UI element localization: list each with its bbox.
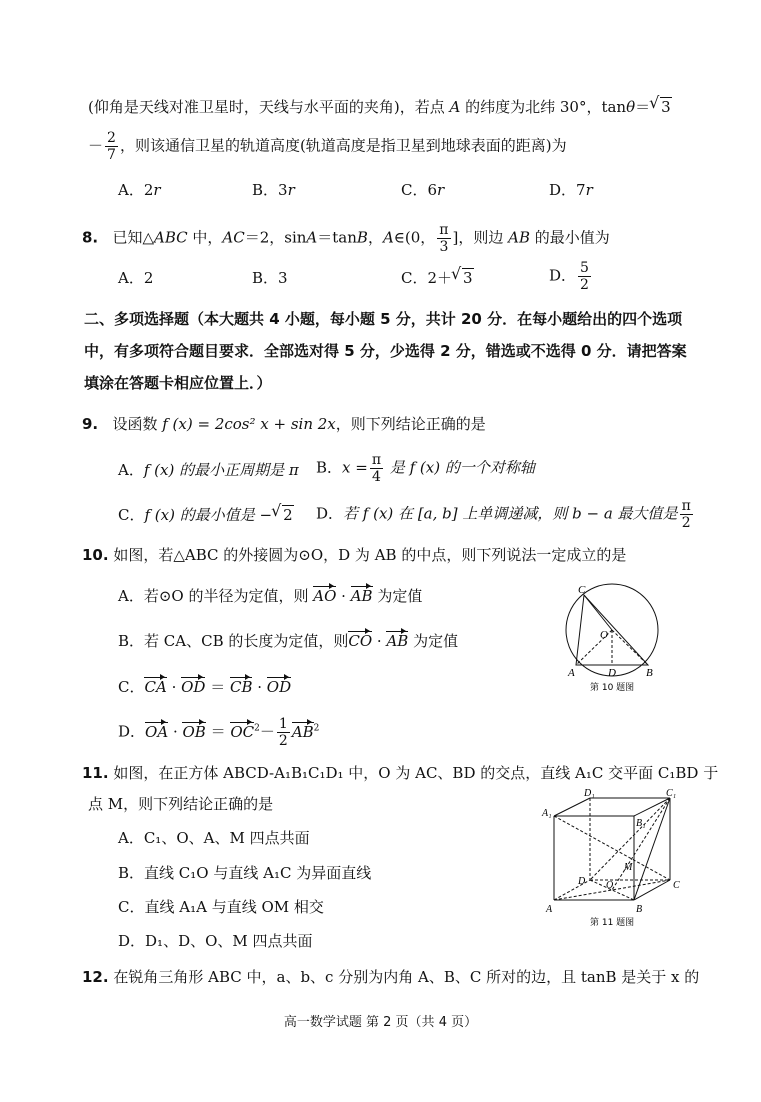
fraction-pi-4: $\frac{\pi}{4}$ bbox=[371, 452, 382, 486]
section2-heading-line1: 二、多项选择题（本大题共 4 小题，每小题 5 分，共计 20 分．在每小题给出的四个选项 bbox=[84, 310, 683, 328]
q12-stem: 12. 在锐角三角形 ABC 中，a、b、c 分别为内角 A、B、C 所对的边，且 tanB 是关于 x 的 bbox=[82, 968, 700, 986]
fraction-5-2: $\frac{5}{2}$ bbox=[580, 260, 589, 294]
label-c: C bbox=[578, 584, 586, 596]
edge-a1d1 bbox=[554, 798, 590, 816]
q8-option-d: D． $\frac{5}{2}$ bbox=[549, 260, 589, 294]
label-o: O bbox=[600, 629, 608, 641]
label-o: O bbox=[606, 880, 614, 891]
q9-option-a: A．f (x) 的最小正周期是 π bbox=[118, 461, 299, 479]
q7-option-c: C．6r bbox=[401, 181, 445, 199]
line-c1o bbox=[612, 798, 670, 890]
fraction-2-7: $\frac{2}{7}$ bbox=[107, 130, 116, 164]
q8-option-c: C．2＋√ 3 bbox=[401, 271, 474, 286]
q10-option-a: A．若⊙O 的半径为定值，则 AO · AB 为定值 bbox=[118, 587, 423, 605]
page-footer: 高一数学试题 第 2 页（共 4 页） bbox=[283, 1015, 478, 1030]
label-a: A bbox=[546, 904, 553, 915]
label-d: D bbox=[578, 876, 586, 887]
section2-heading-line3: 填涂在答题卡相应位置上．） bbox=[84, 374, 272, 392]
sqrt-3: √ 3 bbox=[650, 98, 672, 116]
q9-stem: 9. 设函数 f (x) = 2cos² x + sin 2x，则下列结论正确的是 bbox=[82, 415, 486, 433]
label-d1: D₁ bbox=[584, 788, 595, 799]
q11-option-a: A．C₁、O、A、M 四点共面 bbox=[118, 829, 310, 847]
q11-stem-line1: 11. 如图，在正方体 ABCD-A₁B₁C₁D₁ 中，O 为 AC、BD 的交点，直线 A₁C 交平面 C₁BD 于 bbox=[82, 764, 719, 782]
q7-line1: (仰角是天线对准卫星时，天线与水平面的夹角)，若点 A 的纬度为北纬 30°，tanθ＝√ 3 bbox=[88, 100, 672, 115]
q10-option-d: D．OA · OB ＝ $OC^2-$ $\frac{1}{2}$ $AB^2$ bbox=[118, 716, 320, 750]
q7-option-b: B．3r bbox=[252, 181, 295, 199]
fraction-pi-2: $\frac{\pi}{2}$ bbox=[681, 498, 691, 532]
label-b: B bbox=[646, 667, 653, 679]
q11-option-c: C．直线 A₁A 与直线 OM 相交 bbox=[118, 898, 324, 916]
q9-option-b: B．x = $\frac{\pi}{4}$ 是 f (x) 的一个对称轴 bbox=[316, 452, 535, 486]
q8-option-b: B．3 bbox=[252, 269, 288, 287]
label-c1: C₁ bbox=[666, 788, 677, 799]
q9-option-c: C．f (x) 的最小值是 −√ 2 bbox=[118, 508, 294, 523]
label-c: C bbox=[673, 880, 680, 891]
edge-bc bbox=[634, 880, 670, 900]
q9-option-d: D．若 f (x) 在 [a, b] 上单调递减，则 b − a 最大值是 $\frac{\pi}{2}$ bbox=[316, 498, 691, 532]
q7-line2: － $\frac{2}{7}$ ，则该通信卫星的轨道高度(轨道高度是指卫星到地球表面的距离)为 bbox=[88, 130, 567, 164]
sqrt-2: √ 2 bbox=[272, 506, 294, 524]
q11-cube-figure bbox=[540, 788, 686, 928]
label-a1: A₁ bbox=[542, 808, 552, 819]
fraction-1-2: $\frac{1}{2}$ bbox=[278, 716, 288, 750]
q10-circle-figure bbox=[560, 582, 670, 694]
q8-stem: 8. 已知△ABC 中，AC＝2，sinA＝tanB，A∈(0， $\frac{\pi}{3}$ ]，则边 AB 的最小值为 bbox=[82, 222, 610, 256]
label-a: A bbox=[568, 667, 575, 679]
label-m: M bbox=[624, 862, 633, 873]
q11-stem-line2: 点 M，则下列结论正确的是 bbox=[88, 795, 274, 813]
q11-figure-caption: 第 11 题图 bbox=[590, 918, 635, 928]
q11-option-d: D．D₁、D、O、M 四点共面 bbox=[118, 932, 313, 950]
q7-option-d: D．7r bbox=[549, 181, 593, 199]
sqrt-3: √ 3 bbox=[452, 269, 474, 287]
segment-oc bbox=[584, 595, 612, 630]
segment-ob bbox=[612, 630, 648, 665]
q10-stem: 10. 如图，若△ABC 的外接圆为⊙O，D 为 AB 的中点，则下列说法一定成立的是 bbox=[82, 546, 627, 564]
q8-option-a: A．2 bbox=[118, 269, 154, 287]
label-b: B bbox=[636, 904, 643, 915]
section2-heading-line2: 中，有多项符合题目要求．全部选对得 5 分，少选得 2 分，错选或不选得 0 分．请把答案 bbox=[84, 342, 687, 360]
q10-figure-caption: 第 10 题图 bbox=[590, 683, 635, 693]
q10-option-c: C．CA · OD ＝ CB · OD bbox=[118, 678, 292, 696]
label-b1: B₁ bbox=[636, 818, 646, 829]
q7-option-a: A．2r bbox=[118, 181, 161, 199]
fraction-pi-3: $\frac{\pi}{3}$ bbox=[439, 222, 449, 256]
q10-option-b: B．若 CA、CB 的长度为定值，则CO · AB 为定值 bbox=[118, 632, 459, 650]
q11-option-b: B．直线 C₁O 与直线 A₁C 为异面直线 bbox=[118, 864, 372, 882]
label-d: D bbox=[608, 667, 616, 679]
